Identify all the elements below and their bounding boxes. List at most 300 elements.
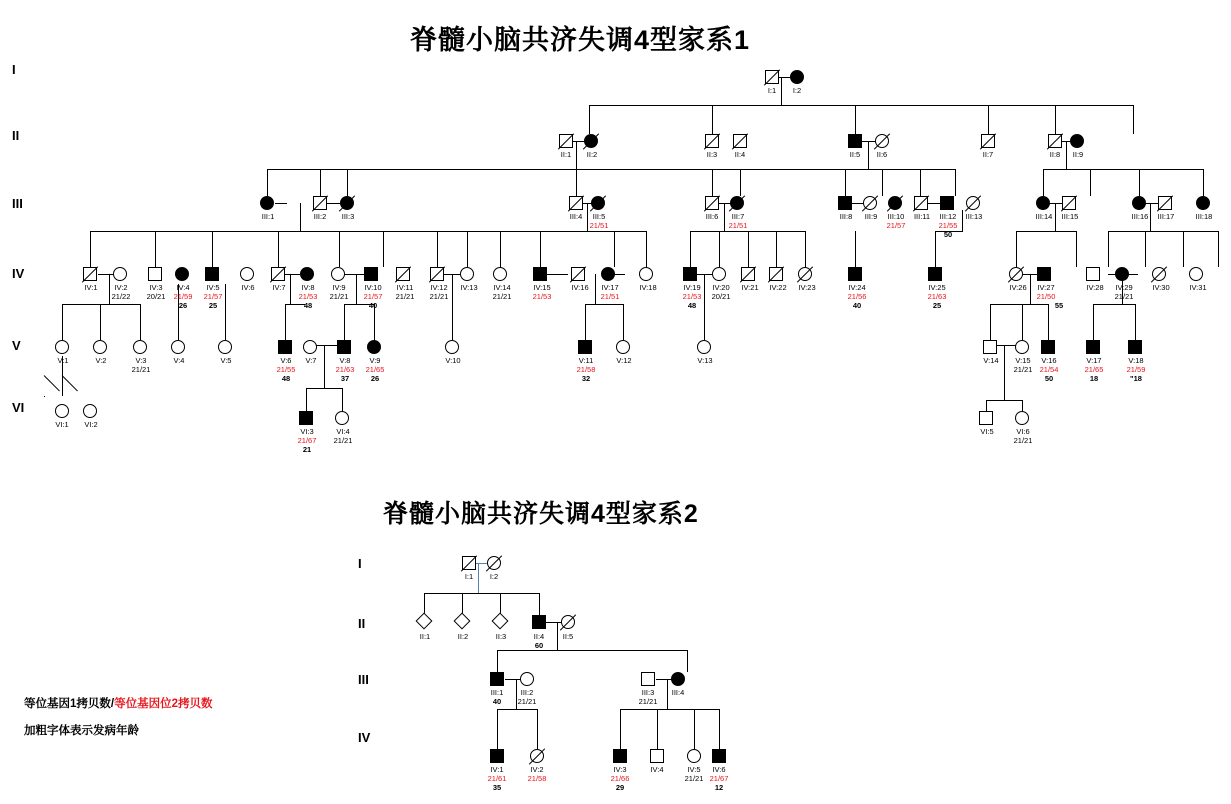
drop-line [500, 231, 501, 267]
sibship-line [424, 593, 539, 594]
individual-f2-II-3[interactable] [492, 613, 509, 630]
individual-label: V:7 [305, 356, 317, 365]
allele-label: 21/66 [610, 774, 630, 783]
generation-label-V: V [12, 338, 21, 353]
drop-line [986, 400, 987, 411]
individual-V-6[interactable] [278, 340, 292, 354]
sibship-line [267, 169, 887, 170]
individual-III-14[interactable] [1036, 196, 1050, 210]
individual-label: V:3 [135, 356, 147, 365]
drop-line [712, 169, 713, 196]
allele-label: 21/65 [365, 365, 385, 374]
individual-label: IV:24 [848, 283, 866, 292]
individual-label: V:8 [339, 356, 351, 365]
individual-f2-II-1[interactable] [416, 613, 433, 630]
drop-line [90, 231, 91, 267]
allele-label: 21/51 [600, 292, 620, 301]
individual-label: III:18 [1195, 212, 1213, 221]
allele-label: 21/51 [728, 221, 748, 230]
descent-line [1004, 345, 1005, 400]
individual-label: III:9 [864, 212, 878, 221]
onset-age: 29 [615, 783, 625, 792]
individual-V-8[interactable] [337, 340, 351, 354]
individual-f2-III-1[interactable] [490, 672, 504, 686]
drop-line [690, 231, 691, 267]
individual-V-15[interactable] [1015, 340, 1029, 354]
individual-label: V:6 [280, 356, 292, 365]
individual-label: III:6 [705, 212, 719, 221]
drop-line [1108, 231, 1109, 267]
drop-line [539, 593, 540, 615]
individual-IV-4[interactable] [175, 267, 189, 281]
individual-V-4[interactable] [171, 340, 185, 354]
allele-label: 21/21 [333, 436, 353, 445]
individual-label: II:8 [1049, 150, 1061, 159]
twin-line [44, 396, 45, 397]
individual-f2-IV-6[interactable] [712, 749, 726, 763]
onset-age: 50 [1044, 374, 1054, 383]
drop-line [620, 709, 621, 749]
sibship-line [845, 169, 955, 170]
individual-III-1[interactable] [260, 196, 274, 210]
allele-label: 21/21 [329, 292, 349, 301]
individual-label: VI:4 [336, 427, 350, 436]
drop-line [955, 169, 956, 196]
individual-label: VI:1 [55, 420, 69, 429]
individual-f2-IV-5[interactable] [687, 749, 701, 763]
drop-line [1090, 169, 1091, 196]
drop-line [100, 304, 101, 340]
drop-line [740, 169, 741, 196]
individual-label: III:5 [592, 212, 606, 221]
allele-label: 21/57 [363, 292, 383, 301]
individual-label: V:11 [578, 356, 594, 365]
drop-line [278, 231, 279, 267]
allele-label: 20/21 [711, 292, 731, 301]
individual-label: III:4 [671, 688, 685, 697]
drop-line [657, 709, 658, 749]
individual-III-8[interactable] [838, 196, 852, 210]
drop-line [155, 231, 156, 267]
drop-line [646, 231, 647, 267]
individual-label: III:15 [1061, 212, 1079, 221]
individual-label: IV:4 [176, 283, 190, 292]
individual-IV-31[interactable] [1189, 267, 1203, 281]
sibship-line [620, 709, 719, 710]
twin-line [44, 375, 60, 391]
generation-label-III: III [12, 196, 23, 211]
allele-label: 21/51 [589, 221, 609, 230]
allele-label: 21/59 [1126, 365, 1146, 374]
generation-label-II: II [12, 128, 20, 143]
individual-label: III:8 [839, 212, 853, 221]
individual-label: III:11 [913, 212, 931, 221]
individual-IV-25[interactable] [928, 267, 942, 281]
individual-V-1[interactable] [55, 340, 69, 354]
individual-IV-8[interactable] [300, 267, 314, 281]
individual-V-5[interactable] [218, 340, 232, 354]
legend-onset: 加粗字体表示发病年龄 [24, 725, 139, 737]
allele-label: 21/21 [517, 697, 537, 706]
descent-line [300, 203, 301, 231]
individual-label: IV:25 [928, 283, 946, 292]
individual-f2-III-4[interactable] [671, 672, 685, 686]
drop-line [306, 388, 307, 411]
individual-label: II:2 [586, 150, 598, 159]
drop-line [320, 169, 321, 196]
drop-line [267, 169, 268, 196]
individual-label: II:1 [419, 632, 431, 641]
individual-label: IV:29 [1115, 283, 1133, 292]
individual-label: II:4 [533, 632, 545, 641]
onset-age: 40 [852, 301, 862, 310]
drop-line [694, 709, 695, 749]
onset-age: 26 [370, 374, 380, 383]
onset-age: 60 [534, 641, 544, 650]
individual-label: IV:18 [639, 283, 657, 292]
individual-label: III:16 [1131, 212, 1149, 221]
allele-label: 21/21 [492, 292, 512, 301]
individual-f2-III-2[interactable] [520, 672, 534, 686]
allele-label: 21/53 [532, 292, 552, 301]
drop-line [805, 231, 806, 267]
drop-line [882, 169, 883, 196]
individual-IV-13[interactable] [460, 267, 474, 281]
individual-label: V:4 [173, 356, 185, 365]
onset-age: 32 [581, 374, 591, 383]
allele-label: 20/21 [146, 292, 166, 301]
individual-III-12[interactable] [940, 196, 954, 210]
individual-III-16[interactable] [1132, 196, 1146, 210]
drop-line [324, 375, 325, 388]
individual-label: IV:3 [149, 283, 163, 292]
drop-line [212, 231, 213, 267]
generation-label-I: I [12, 62, 16, 77]
allele-label: 21/21 [684, 774, 704, 783]
individual-VI-5[interactable] [979, 411, 993, 425]
individual-IV-9[interactable] [331, 267, 345, 281]
allele-label: 21/21 [131, 365, 151, 374]
individual-label: IV:1 [490, 765, 504, 774]
individual-III-18[interactable] [1196, 196, 1210, 210]
allele-label: 21/54 [1039, 365, 1059, 374]
individual-VI-1[interactable] [55, 404, 69, 418]
individual-f2-IV-3[interactable] [613, 749, 627, 763]
drop-line [712, 105, 713, 134]
drop-line [339, 231, 340, 267]
individual-IV-27[interactable] [1037, 267, 1051, 281]
individual-VI-6[interactable] [1015, 411, 1029, 425]
sibship-line [1043, 169, 1203, 170]
allele-label: 21/56 [847, 292, 867, 301]
individual-f2-IV-1[interactable] [490, 749, 504, 763]
individual-IV-19[interactable] [683, 267, 697, 281]
individual-IV-17[interactable] [601, 267, 615, 281]
individual-V-3[interactable] [133, 340, 147, 354]
individual-label: III:3 [641, 688, 655, 697]
onset-age: 21 [302, 445, 312, 454]
allele-label: 21/63 [335, 365, 355, 374]
individual-I-2[interactable] [790, 70, 804, 84]
allele-label: 21/63 [927, 292, 947, 301]
individual-label: IV:17 [601, 283, 619, 292]
drop-line [1139, 169, 1140, 196]
sibship-line [497, 650, 687, 651]
allele-label: 21/21 [1013, 365, 1033, 374]
individual-label: IV:30 [1152, 283, 1170, 292]
individual-IV-6[interactable] [240, 267, 254, 281]
legend-allele: 等位基因1拷贝数/等位基因位2拷贝数 [24, 698, 213, 710]
individual-label: V:15 [1015, 356, 1031, 365]
allele-label: 21/58 [527, 774, 547, 783]
individual-II-9[interactable] [1070, 134, 1084, 148]
individual-label: IV:31 [1189, 283, 1207, 292]
onset-age: 50 [943, 230, 953, 239]
allele-label: 21/50 [1036, 292, 1056, 301]
onset-age: 35 [492, 783, 502, 792]
individual-V-10[interactable] [445, 340, 459, 354]
individual-IV-28[interactable] [1086, 267, 1100, 281]
individual-VI-2[interactable] [83, 404, 97, 418]
allele-label: 21/53 [298, 292, 318, 301]
individual-II-5[interactable] [848, 134, 862, 148]
sibship-line [500, 231, 646, 232]
allele-label: 21/61 [487, 774, 507, 783]
drop-line [347, 169, 348, 196]
individual-V-16[interactable] [1041, 340, 1055, 354]
individual-f2-II-4[interactable] [532, 615, 546, 629]
individual-label: V:12 [616, 356, 632, 365]
individual-label: II:1 [560, 150, 572, 159]
sibship-line [986, 400, 1022, 401]
generation-label-f2-III: III [358, 672, 369, 687]
individual-IV-18[interactable] [639, 267, 653, 281]
onset-age: 12 [714, 783, 724, 792]
individual-label: IV:27 [1037, 283, 1055, 292]
onset-age: 48 [281, 374, 291, 383]
individual-label: IV:20 [712, 283, 730, 292]
individual-IV-14[interactable] [493, 267, 507, 281]
drop-line [990, 304, 991, 340]
individual-label: IV:21 [741, 283, 759, 292]
individual-VI-4[interactable] [335, 411, 349, 425]
drop-line [1135, 304, 1136, 340]
individual-IV-2[interactable] [113, 267, 127, 281]
individual-label: IV:2 [530, 765, 544, 774]
individual-label: V:5 [220, 356, 232, 365]
individual-label: IV:1 [84, 283, 98, 292]
individual-label: IV:28 [1086, 283, 1104, 292]
onset-age: 18 [1089, 374, 1099, 383]
sibship-line [990, 304, 1048, 305]
individual-label: V:18 [1128, 356, 1144, 365]
drop-line [719, 709, 720, 749]
individual-label: II:3 [495, 632, 507, 641]
individual-label: IV:13 [460, 283, 478, 292]
drop-line [497, 709, 498, 749]
individual-label: IV:5 [206, 283, 220, 292]
drop-line [342, 388, 343, 411]
allele-label: 21/21 [1114, 292, 1134, 301]
drop-line [437, 231, 438, 267]
drop-line [1133, 105, 1134, 134]
page-title-family1: 脊髓小脑共济失调4型家系1 [410, 25, 751, 55]
individual-label: III:7 [731, 212, 745, 221]
individual-IV-5[interactable] [205, 267, 219, 281]
drop-line [62, 304, 63, 340]
individual-IV-29[interactable] [1115, 267, 1129, 281]
drop-line [1016, 231, 1017, 267]
individual-label: III:1 [261, 212, 275, 221]
individual-label: III:13 [965, 212, 983, 221]
individual-V-7[interactable] [303, 340, 317, 354]
drop-line [285, 304, 286, 340]
drop-line [776, 231, 777, 267]
individual-IV-10[interactable] [364, 267, 378, 281]
allele-label: 21/21 [429, 292, 449, 301]
individual-V-17[interactable] [1086, 340, 1100, 354]
individual-V-18[interactable] [1128, 340, 1142, 354]
generation-label-f2-I: I [358, 556, 362, 571]
drop-line [585, 304, 586, 340]
onset-age: 25 [932, 301, 942, 310]
individual-V-2[interactable] [93, 340, 107, 354]
drop-line [1183, 231, 1184, 267]
individual-label: IV:2 [114, 283, 128, 292]
individual-V-11[interactable] [578, 340, 592, 354]
individual-label: IV:9 [332, 283, 346, 292]
individual-V-12[interactable] [616, 340, 630, 354]
drop-line [1093, 304, 1094, 340]
drop-line [537, 709, 538, 749]
drop-line [920, 169, 921, 196]
generation-label-VI: VI [12, 400, 25, 415]
individual-label: V:16 [1041, 356, 1057, 365]
individual-label: IV:14 [493, 283, 511, 292]
individual-IV-3[interactable] [148, 267, 162, 281]
drop-line [1022, 304, 1023, 340]
generation-label-f2-IV: IV [358, 730, 371, 745]
twin-line [62, 375, 78, 391]
sibship-line [62, 304, 140, 305]
individual-label: IV:26 [1009, 283, 1027, 292]
individual-label: IV:5 [687, 765, 701, 774]
individual-label: IV:16 [571, 283, 589, 292]
individual-label: IV:3 [613, 765, 627, 774]
individual-label: II:3 [706, 150, 718, 159]
individual-V-9[interactable] [367, 340, 381, 354]
drop-line [623, 304, 624, 340]
individual-label: II:9 [1072, 150, 1084, 159]
sibship-line [1093, 304, 1135, 305]
allele-label: 21/67 [297, 436, 317, 445]
individual-label: III:2 [520, 688, 534, 697]
sibship-line [306, 388, 342, 389]
allele-label: 21/55 [938, 221, 958, 230]
allele-label: 21/22 [111, 292, 131, 301]
individual-label: VI:6 [1016, 427, 1030, 436]
individual-V-14[interactable] [983, 340, 997, 354]
individual-label: I:2 [792, 86, 802, 95]
drop-line [1022, 400, 1023, 411]
individual-label: IV:7 [272, 283, 286, 292]
individual-label: II:4 [734, 150, 746, 159]
drop-line [383, 231, 384, 267]
onset-age: 25 [208, 301, 218, 310]
allele-label: 21/21 [1013, 436, 1033, 445]
individual-IV-24[interactable] [848, 267, 862, 281]
onset-age: "18 [1130, 374, 1142, 383]
individual-label: II:7 [982, 150, 994, 159]
drop-line [855, 105, 856, 134]
drop-line [845, 169, 846, 196]
individual-label: I:1 [767, 86, 777, 95]
individual-label: IV:6 [712, 765, 726, 774]
individual-label: IV:6 [241, 283, 255, 292]
individual-label: IV:19 [683, 283, 701, 292]
individual-label: IV:23 [798, 283, 816, 292]
individual-label: VI:2 [84, 420, 98, 429]
individual-label: V:13 [697, 356, 713, 365]
individual-label: VI:3 [300, 427, 314, 436]
individual-f2-IV-4[interactable] [650, 749, 664, 763]
onset-age: 37 [340, 374, 350, 383]
individual-label: V:2 [95, 356, 107, 365]
individual-label: IV:11 [396, 283, 414, 292]
individual-label: IV:10 [364, 283, 382, 292]
allele-label: 21/55 [276, 365, 296, 374]
individual-V-13[interactable] [697, 340, 711, 354]
individual-label: III:14 [1035, 212, 1053, 221]
individual-IV-20[interactable] [712, 267, 726, 281]
sibship-line [589, 105, 1133, 106]
sibship-line [1108, 231, 1218, 232]
individual-label: IV:8 [301, 283, 315, 292]
drop-line [1043, 169, 1044, 196]
drop-line [540, 231, 541, 267]
individual-label: III:3 [341, 212, 355, 221]
allele-label: 21/65 [1084, 365, 1104, 374]
allele-label: 21/21 [395, 292, 415, 301]
individual-label: II:5 [562, 632, 574, 641]
individual-label: VI:5 [980, 427, 994, 436]
drop-line [344, 304, 345, 340]
individual-label: V:1 [57, 356, 69, 365]
individual-label: III:4 [569, 212, 583, 221]
drop-line [1145, 231, 1146, 267]
descent-line [855, 231, 856, 267]
sibship-line [585, 304, 623, 305]
individual-label: IV:22 [769, 283, 787, 292]
individual-label: I:2 [489, 572, 499, 581]
drop-line [988, 105, 989, 134]
allele-label: 21/57 [203, 292, 223, 301]
drop-line [748, 231, 749, 267]
drop-line [497, 650, 498, 672]
drop-line [1203, 169, 1204, 196]
individual-IV-15[interactable] [533, 267, 547, 281]
individual-label: V:14 [983, 356, 999, 365]
individual-f2-II-2[interactable] [454, 613, 471, 630]
individual-label: II:5 [849, 150, 861, 159]
individual-f2-III-3[interactable] [641, 672, 655, 686]
onset-age: 26 [178, 301, 188, 310]
drop-line [467, 231, 468, 267]
drop-line [1055, 105, 1056, 134]
individual-label: III:2 [313, 212, 327, 221]
drop-line [576, 169, 577, 196]
individual-VI-3[interactable] [299, 411, 313, 425]
